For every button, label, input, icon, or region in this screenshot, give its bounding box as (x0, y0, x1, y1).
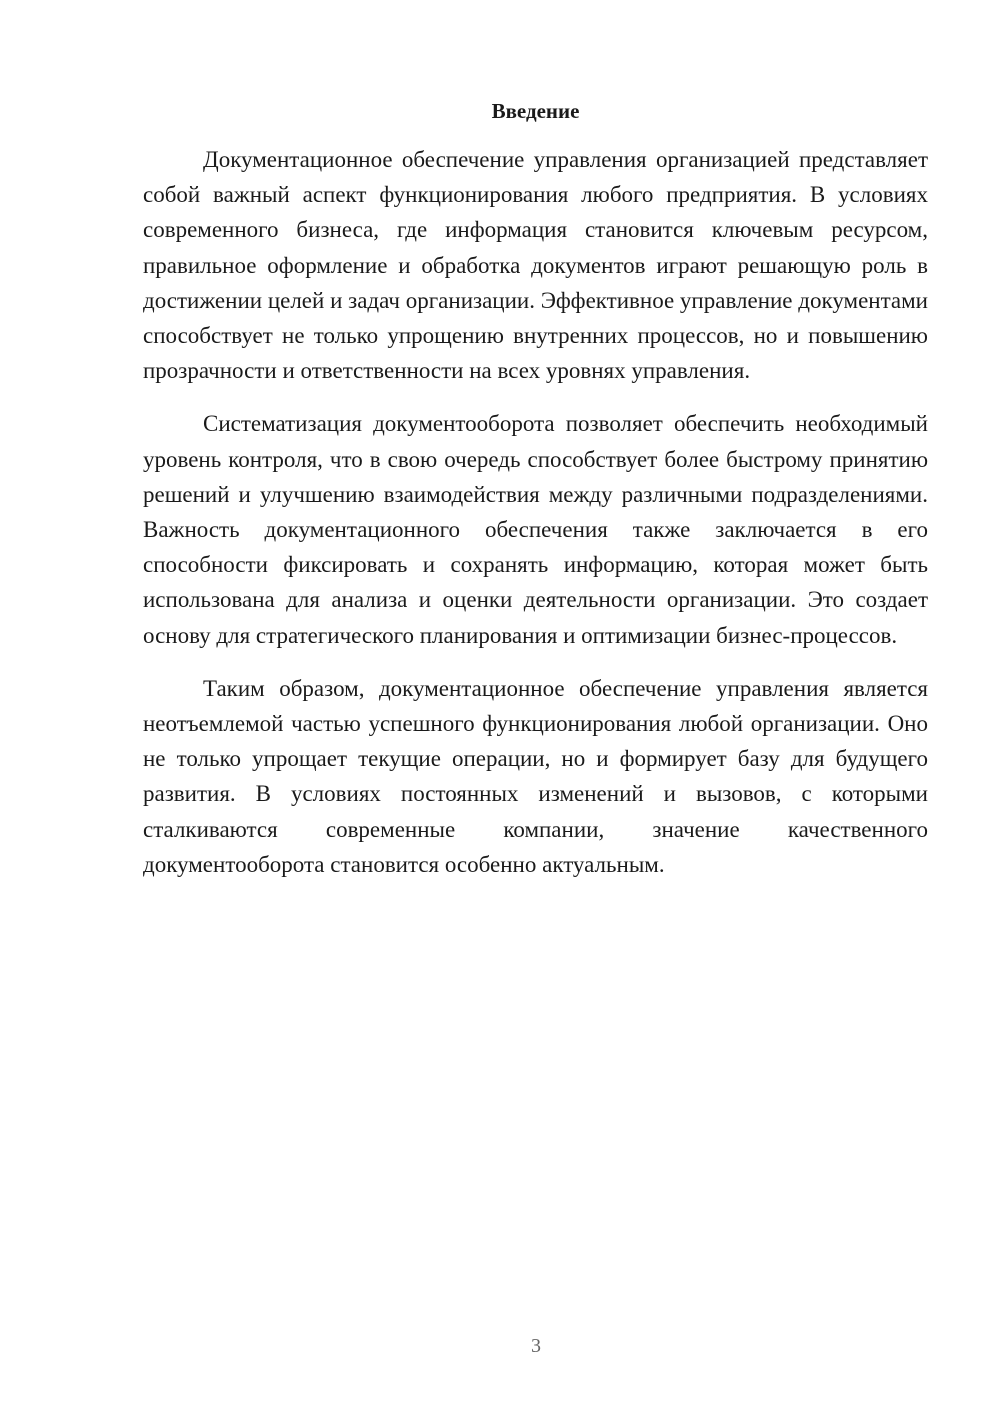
section-title: Введение (491, 99, 580, 123)
paragraph-2: Систематизация документооборота позволяет обеспечить необходимый уровень контроля, что в свою очередь способствует более быстрому принятию решений и улучшению взаимодействия между различными подразделениями. Важность документационного обеспечения также заключается в его способности фиксировать и сохранять информацию, которая может быть использована для анализа и оценки деятельности организации. Это создает основу для стратегического планирования и оптимизации бизнес-процессов. (143, 411, 928, 648)
body-text (143, 142, 928, 900)
page-number: 3 (531, 1335, 541, 1357)
paragraph-3: Таким образом, документационное обеспечение управления является неотъемлемой частью успешного функционирования любой организации. Оно не только упрощает текущие операции, но и формирует базу для будущего развития. В условиях постоянных изменений и вызовов, с которыми сталкиваются современные компании, значение качественного документооборота становится особенно актуальным. (143, 675, 928, 877)
paragraph-1: Документационное обеспечение управления организацией представляет собой важный аспект функционирования любого предприятия. В условиях современного бизнеса, где информация становится ключевым ресурсом, правильное оформление и обработка документов играют решающую роль в достижении целей и задач организации. Эффективное управление документами способствует не только упрощению внутренних процессов, но и повышению прозрачности и ответственности на всех уровнях управления. (143, 147, 928, 384)
